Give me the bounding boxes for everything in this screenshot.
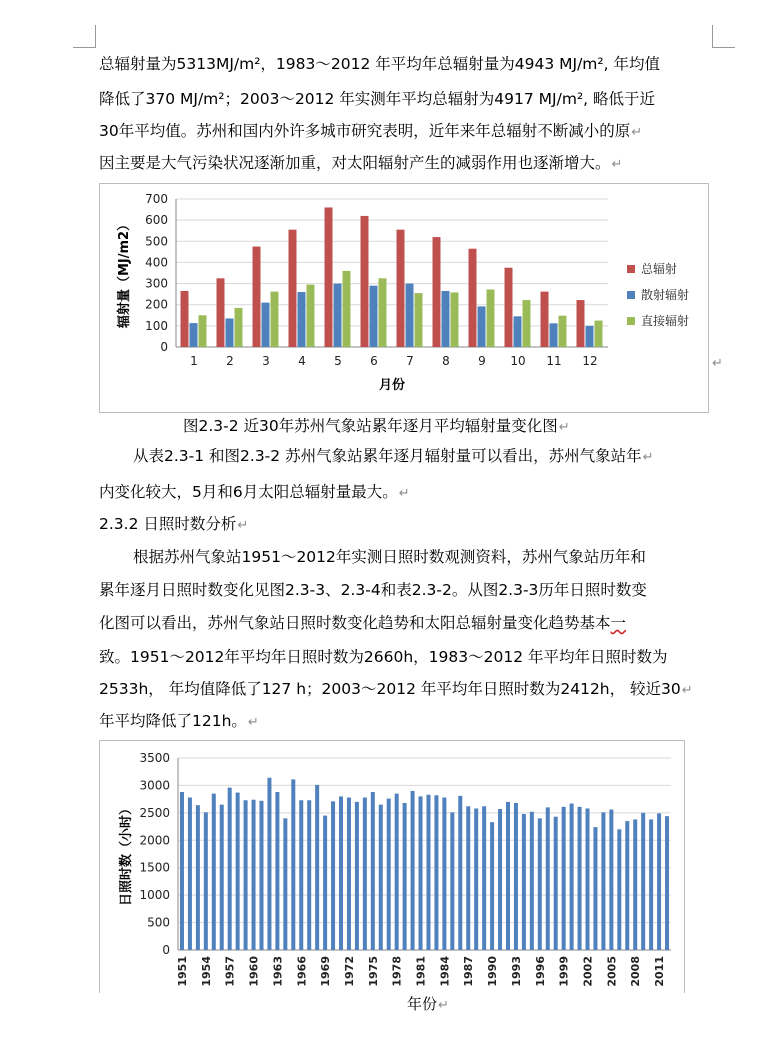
bar [633, 819, 637, 950]
bar [665, 816, 669, 950]
bar [450, 812, 454, 950]
legend-label: 直接辐射 [641, 314, 690, 328]
bar [458, 796, 462, 950]
paragraph-line: 年平均降低了121h。↵ [99, 712, 259, 730]
bar [577, 300, 585, 347]
paragraph-line: 30年平均值。苏州和国内外许多城市研究表明，近年来年总辐射不断减小的原↵ [99, 122, 643, 140]
bar [217, 278, 225, 347]
bar [570, 804, 574, 950]
x-tick-label: 1960 [247, 956, 261, 987]
y-tick-label: 2000 [139, 833, 170, 848]
bar [433, 237, 441, 347]
bar [181, 291, 189, 347]
x-tick-label: 5 [334, 354, 342, 368]
y-tick-label: 0 [162, 943, 170, 957]
legend-swatch [627, 317, 635, 325]
annual-sunshine-chart-svg [100, 741, 684, 993]
bar [514, 803, 518, 950]
x-tick-label: 4 [298, 354, 306, 368]
bar [339, 796, 343, 950]
bar [289, 230, 297, 347]
page-corner-mark-right [712, 25, 735, 48]
paragraph-mark: ↵ [712, 356, 723, 371]
bar [331, 801, 335, 950]
bar [487, 289, 495, 347]
bar [466, 806, 470, 950]
x-tick-label: 1972 [342, 956, 356, 987]
x-tick-label: 8 [442, 354, 450, 368]
bar [578, 807, 582, 950]
bar [199, 315, 207, 347]
paragraph-line: 根据苏州气象站1951～2012年实测日照时数观测资料，苏州气象站历年和 [133, 548, 646, 566]
bar [262, 303, 270, 347]
bar [559, 316, 567, 347]
x-tick-label: 1954 [199, 956, 213, 987]
x-tick-label: 10 [510, 354, 526, 368]
x-tick-label: 6 [370, 354, 378, 368]
x-tick-label: 1966 [295, 956, 309, 987]
bar [226, 318, 234, 347]
section-heading: 2.3.2 日照时数分析↵ [99, 515, 249, 533]
x-tick-label: 9 [478, 354, 486, 368]
bar [617, 829, 621, 950]
y-tick-label: 3500 [139, 751, 170, 765]
x-tick-label: 2011 [653, 956, 667, 987]
x-tick-label: 1951 [175, 956, 189, 987]
bar [370, 286, 378, 347]
x-tick-label: 2005 [605, 956, 619, 987]
bar [275, 792, 279, 950]
bar [426, 795, 430, 950]
bar [530, 812, 534, 950]
x-tick-label: 1969 [319, 956, 333, 987]
bar [498, 809, 502, 950]
paragraph-line: 降低了370 MJ/m²；2003～2012 年实测年平均总辐射为4917 MJ/m², 略低于近 [99, 90, 656, 108]
bar [379, 805, 383, 950]
figure-caption: 图2.3-2 近30年苏州气象站累年逐月平均辐射量变化图↵ [183, 417, 570, 435]
monthly-radiation-chart-svg [100, 184, 708, 412]
bar [334, 284, 342, 347]
bar [379, 278, 387, 347]
bar [291, 779, 295, 950]
bar [298, 292, 306, 347]
bar [541, 292, 549, 347]
bar [593, 827, 597, 950]
bar [325, 207, 333, 347]
y-tick-label: 3000 [139, 778, 170, 793]
bar [550, 323, 558, 347]
bar [228, 788, 232, 950]
bar [434, 795, 438, 950]
bar [419, 796, 423, 950]
bar [387, 799, 391, 950]
bar [204, 812, 208, 950]
x-tick-label: 2008 [629, 956, 643, 987]
bar [657, 813, 661, 950]
bar [244, 800, 248, 950]
paragraph-line: 化图可以看出，苏州气象站日照时数变化趋势和太阳总辐射量变化趋势基本一 [99, 614, 627, 632]
bar [343, 271, 351, 347]
y-tick-label: 400 [145, 255, 168, 270]
x-tick-label: 1975 [366, 956, 380, 987]
x-tick-label: 1 [190, 354, 198, 368]
y-tick-label: 100 [145, 318, 168, 333]
legend-label: 散射辐射 [641, 288, 690, 302]
y-tick-label: 700 [145, 192, 168, 206]
bar [411, 791, 415, 950]
bar [397, 230, 405, 347]
x-tick-label: 3 [262, 354, 270, 368]
x-tick-label: 12 [582, 354, 598, 368]
bar [451, 292, 459, 347]
bar [259, 801, 263, 950]
y-axis-title: 辐射量（MJ/m2） [117, 217, 132, 329]
x-axis-title-continued: 年份↵ [407, 995, 449, 1013]
bar [586, 808, 590, 950]
legend-swatch [627, 291, 635, 299]
x-tick-label: 7 [406, 354, 414, 368]
bar [307, 285, 315, 347]
paragraph-line: 从表2.3-1 和图2.3-2 苏州气象站累年逐月辐射量可以看出，苏州气象站年↵ [133, 447, 654, 465]
bar [347, 797, 351, 950]
x-tick-label: 1978 [390, 956, 404, 987]
bar [253, 247, 261, 347]
paragraph-line: 总辐射量为5313MJ/m²，1983～2012 年平均年总辐射量为4943 MJ/m², 年均值 [99, 55, 660, 73]
bar [283, 818, 287, 950]
bar [220, 805, 224, 950]
bar [180, 792, 184, 950]
bar [523, 300, 531, 347]
paragraph-line: 内变化较大，5月和6月太阳总辐射量最大。↵ [99, 483, 410, 501]
bar [490, 822, 494, 950]
bar [474, 808, 478, 950]
page-corner-mark-left [73, 25, 96, 48]
x-tick-label: 1999 [557, 956, 571, 987]
bar [442, 797, 446, 950]
bar [403, 803, 407, 950]
bar [505, 268, 513, 347]
x-tick-label: 1981 [414, 956, 428, 987]
x-tick-label: 2 [226, 354, 234, 368]
y-tick-label: 2500 [139, 805, 170, 820]
bar [196, 805, 200, 950]
x-axis-title: 月份 [378, 378, 406, 393]
bar [506, 802, 510, 950]
x-tick-label: 1957 [223, 956, 237, 987]
bar [271, 292, 279, 347]
bar [601, 812, 605, 950]
bar [371, 792, 375, 950]
bar [315, 785, 319, 950]
bar [482, 806, 486, 950]
paragraph-line: 因主要是大气污染状况逐渐加重，对太阳辐射产生的减弱作用也逐渐增大。↵ [99, 154, 623, 172]
bar [406, 284, 414, 347]
bar [649, 819, 653, 950]
y-tick-label: 0 [160, 340, 168, 354]
bar [190, 323, 198, 347]
bar [267, 778, 271, 950]
x-tick-label: 1984 [438, 956, 452, 987]
bar [641, 813, 645, 950]
bar [236, 793, 240, 950]
legend-swatch [627, 265, 635, 273]
bar [522, 814, 526, 950]
bar [415, 293, 423, 347]
y-tick-label: 600 [145, 213, 168, 228]
x-tick-label: 11 [546, 354, 562, 368]
bar [554, 817, 558, 950]
bar [469, 249, 477, 347]
y-tick-label: 1500 [139, 860, 170, 875]
y-tick-label: 200 [145, 297, 168, 312]
bar [586, 326, 594, 347]
x-tick-label: 1996 [533, 956, 547, 987]
bar [595, 321, 603, 347]
y-tick-label: 300 [145, 276, 168, 291]
x-tick-label: 1993 [509, 956, 523, 987]
x-tick-label: 1963 [271, 956, 285, 987]
bar [361, 216, 369, 347]
bar [538, 818, 542, 950]
bar [299, 800, 303, 950]
bar [395, 794, 399, 950]
bar [514, 316, 522, 347]
y-axis-title: 日照时数（小时） [119, 801, 134, 907]
y-tick-label: 500 [145, 234, 168, 249]
y-tick-label: 500 [147, 915, 170, 930]
bar [355, 802, 359, 950]
paragraph-line: 累年逐月日照时数变化见图2.3-3、2.3-4和表2.3-2。从图2.3-3历年日照时数变 [99, 581, 647, 599]
annual-sunshine-chart [99, 740, 685, 993]
bar [546, 807, 550, 950]
paragraph-line: 2533h， 年均值降低了127 h；2003～2012 年平均年日照时数为2412h， 较近30↵ [99, 680, 693, 698]
bar [235, 308, 243, 347]
x-tick-label: 2002 [581, 956, 595, 987]
bar [562, 807, 566, 950]
monthly-radiation-chart [99, 183, 709, 413]
bar [442, 291, 450, 347]
bar [625, 821, 629, 950]
bar [609, 810, 613, 950]
paragraph-line: 致。1951～2012年平均年日照时数为2660h，1983～2012 年平均年日照时数为 [99, 648, 668, 666]
bar [323, 816, 327, 950]
bar [252, 800, 256, 950]
y-tick-label: 1000 [139, 888, 170, 903]
x-tick-label: 1987 [462, 956, 476, 987]
bar [212, 794, 216, 950]
bar [307, 800, 311, 950]
bar [363, 797, 367, 950]
x-tick-label: 1990 [486, 956, 500, 987]
legend-label: 总辐射 [641, 262, 678, 276]
bar [478, 306, 486, 347]
bar [188, 797, 192, 950]
spellcheck-word: 一 [610, 614, 627, 632]
